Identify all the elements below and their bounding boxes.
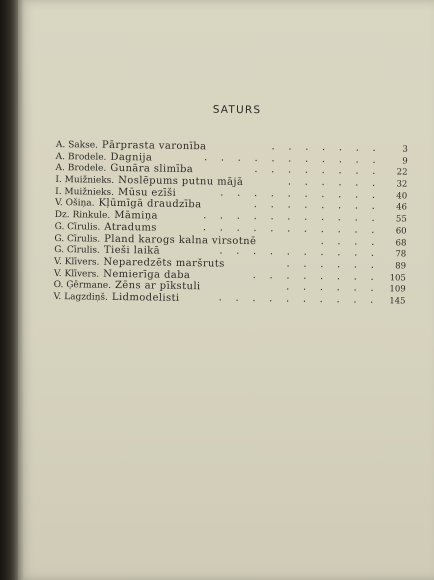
- table-of-contents: [53, 139, 408, 308]
- toc-author: A. Sakse.: [55, 139, 98, 151]
- toc-title: Tieši laikā: [103, 244, 161, 257]
- toc-author: G. Cīrulis.: [54, 245, 101, 256]
- toc-title: Pland karogs kalna virsotnē: [104, 233, 257, 247]
- toc-page-number: 40: [396, 191, 408, 202]
- toc-author: V. Ošiņa.: [54, 198, 95, 210]
- toc-page-number: 145: [389, 296, 406, 307]
- toc-author: I. Muižnieks.: [55, 175, 115, 186]
- toc-leader: . . . . . .: [286, 177, 380, 190]
- toc-author: G. Cīrulis.: [54, 221, 101, 233]
- toc-leader: . . . . . . . .: [251, 270, 378, 283]
- toc-author: I. Muižnieks.: [55, 186, 115, 198]
- toc-page-number: 55: [395, 214, 407, 225]
- book-page: [18, 0, 434, 580]
- toc-leader: . . . . . . . . . .: [217, 293, 378, 307]
- toc-page-number: 46: [396, 202, 408, 213]
- toc-author: G. Cīrulis.: [54, 233, 101, 245]
- toc-leader: . . . . . . . .: [252, 200, 380, 213]
- toc-page-number: 109: [389, 284, 406, 295]
- toc-title: Zēns ar pīkstuli: [114, 280, 201, 293]
- toc-leader: . . . . . . . . . . .: [202, 152, 380, 166]
- toc-title: Dagnija: [110, 151, 153, 164]
- toc-title: Atradums: [104, 221, 157, 234]
- toc-page-number: 89: [395, 261, 407, 272]
- toc-author: V. Lagzdiņš.: [53, 291, 109, 303]
- toc-leader: . . . . . . . . . .: [218, 246, 379, 260]
- toc-leader: . . . . . . . . . . .: [201, 211, 379, 225]
- toc-title: Pārprasta varonība: [101, 139, 207, 153]
- toc-title: Noslēpums putnu mājā: [118, 175, 244, 189]
- toc-author: V. Klīvers.: [53, 268, 100, 280]
- toc-page-number: 60: [395, 226, 407, 237]
- toc-page-number: 68: [395, 237, 407, 249]
- toc-title: Kļūmīgā draudzība: [98, 198, 202, 211]
- toc-author: A. Brodele.: [55, 151, 107, 163]
- toc-title: Neparedzēts maršruts: [103, 256, 225, 270]
- toc-leader: . . . . . . .: [270, 142, 380, 155]
- toc-leader: . . . . . .: [285, 282, 378, 295]
- toc-leader: . . . . . . . . . . .: [201, 223, 379, 236]
- toc-title: Māmiņa: [114, 210, 159, 222]
- contents-heading: SATURS: [212, 103, 262, 117]
- book-spine-shadow: [0, 0, 24, 580]
- toc-title: Mūsu ezīši: [117, 186, 177, 199]
- toc-page-number: 78: [395, 249, 407, 260]
- toc-author: A. Brodele.: [55, 163, 107, 175]
- toc-page-number: 3: [402, 144, 408, 155]
- toc-leader: . . . . . . . .: [253, 165, 380, 178]
- toc-page-number: 105: [389, 272, 406, 284]
- toc-leader: . . . . . . . . . .: [219, 188, 380, 201]
- toc-page-number: 32: [396, 179, 408, 190]
- toc-leader: . . . .: [319, 236, 379, 248]
- toc-title: Lidmodelisti: [111, 291, 180, 304]
- toc-author: O. Ģērmane.: [53, 280, 112, 292]
- toc-page-number: 9: [402, 156, 408, 167]
- toc-leader: . . . . . .: [285, 259, 379, 271]
- toc-author: V. Klīvers.: [53, 256, 100, 268]
- toc-title: Nemierīga daba: [103, 268, 191, 281]
- toc-page-number: 22: [396, 167, 408, 178]
- toc-author: Dz. Rinkule.: [54, 210, 111, 221]
- toc-title: Gunāra slimība: [110, 163, 194, 176]
